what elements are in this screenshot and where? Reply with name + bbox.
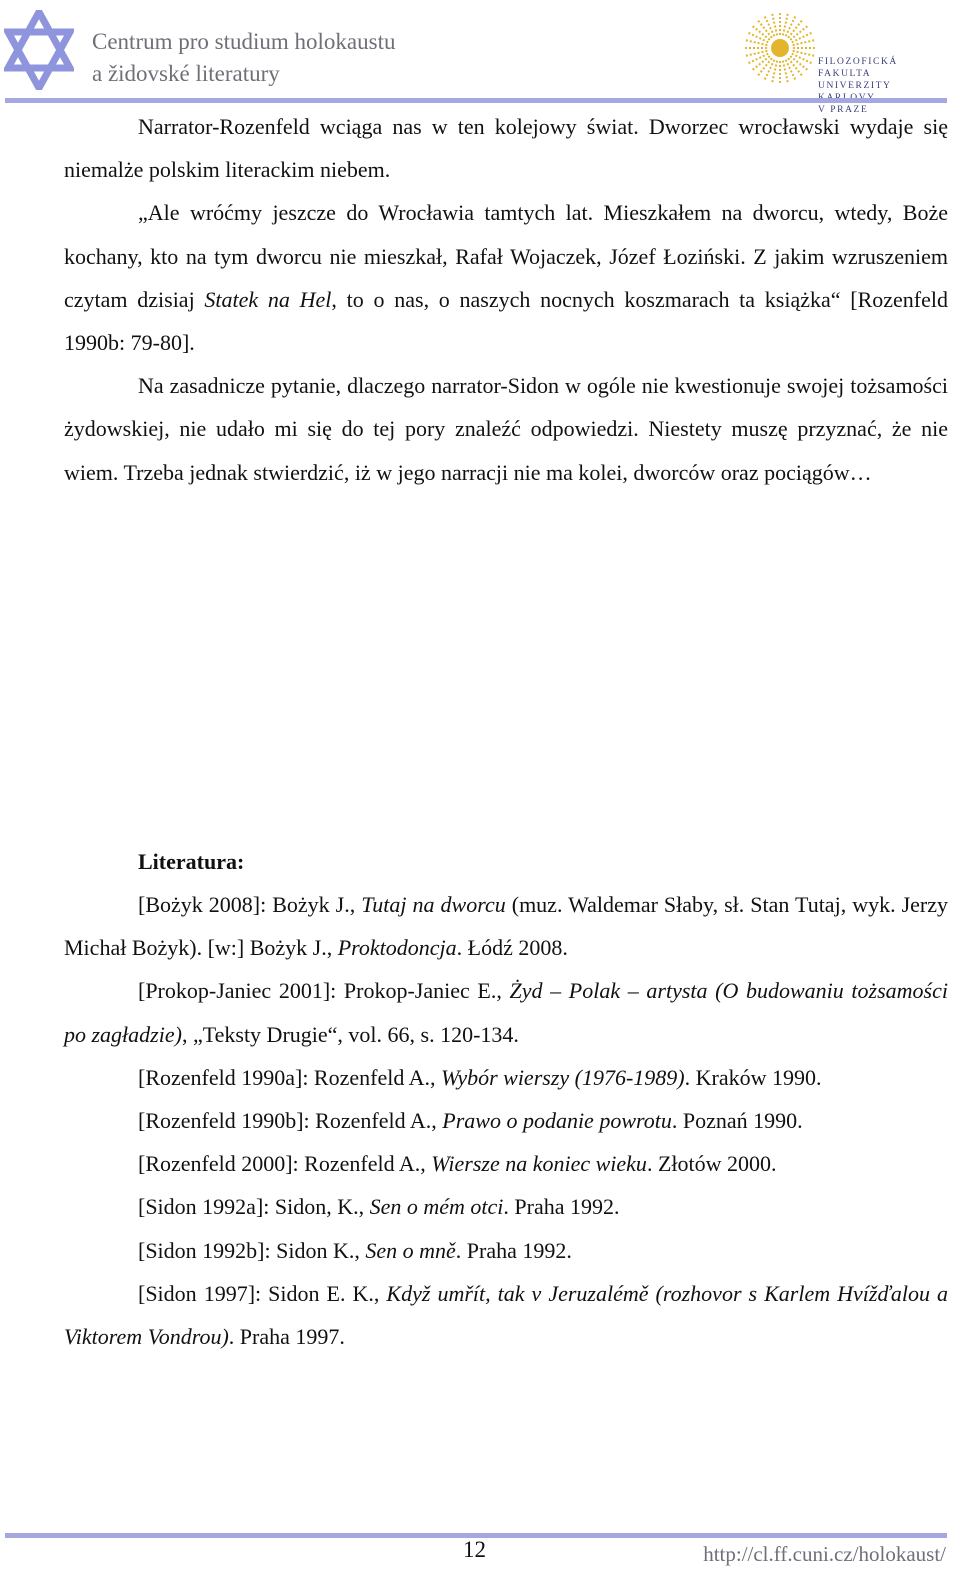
footer-url: http://cl.ff.cuni.cz/holokaust/ (703, 1542, 946, 1566)
reference-2 (64, 969, 948, 1055)
faculty-logo (740, 4, 952, 115)
reference-7 (64, 1229, 948, 1272)
reference-text: [Sidon 1992b]: Sidon K., (138, 1237, 366, 1263)
reference-text: [Sidon 1997]: Sidon E. K., (138, 1280, 387, 1306)
reference-1 (64, 883, 948, 969)
reference-text: [Rozenfeld 1990b]: Rozenfeld A., (138, 1108, 443, 1134)
reference-8 (64, 1272, 948, 1358)
logo-line-2: UNIVERZITY (818, 81, 892, 91)
literature-heading: Literatura: (138, 848, 245, 874)
reference-5 (64, 1142, 948, 1185)
reference-text: [Rozenfeld 2000]: Rozenfeld A., (138, 1151, 432, 1177)
reference-text: (muz. Waldemar Słaby, sł. Stan Tutaj, wyk. Jerzy Michał Bożyk). [w:] Bożyk J., (64, 892, 949, 961)
reference-text: [Bożyk 2008]: Bożyk J., (138, 892, 362, 918)
reference-text: , „Teksty Drugie“, vol. 66, s. 120-134. (181, 1021, 519, 1047)
reference-title: Tutaj na dworcu (361, 892, 506, 918)
page-header (0, 0, 960, 115)
reference-text: [Rozenfeld 1990a]: Rozenfeld A., (138, 1064, 442, 1090)
paragraph-3: Na zasadnicze pytanie, dlaczego narrator-Sidon w ogóle nie kwestionuje swojej tożsamości żydowskiej, nie udało mi się do tej pory znaleźć odpowiedzi. Niestety muszę przyznać, że nie wiem. Trzeba jednak stwierdzić, iż w jego narracji nie ma kolei, dworców oraz pociągów… (64, 373, 948, 485)
reference-text: . Kraków 1990. (684, 1064, 822, 1090)
page-content (64, 105, 948, 1358)
institution-line-1: Centrum pro studium holokaustu (92, 29, 396, 54)
paragraph-2 (64, 191, 948, 364)
reference-title: Wiersze na koniec wieku (431, 1151, 647, 1177)
reference-text: . Złotów 2000. (646, 1151, 777, 1177)
paragraph-2-text-a: „Ale wróćmy jeszcze do Wrocławia tamtych lat. Mieszkałem na dworcu, wtedy, Boże kochany, kto na tym dworcu nie mieszkał, Rafał Wojaczek, Józef Łoziński. Z jakim wzruszeniem czytam dzisiaj (64, 200, 948, 312)
reference-text: . Praha 1997. (228, 1324, 345, 1350)
institution-name (92, 26, 395, 90)
reference-text: . Praha 1992. (455, 1237, 572, 1263)
reference-title: Prawo o podanie powrotu (442, 1108, 672, 1134)
paragraph-2-text-c: , to o nas, o naszych nocnych koszmarach ta książka“ [Rozenfeld 1990b: 79-80]. (64, 286, 948, 356)
reference-title: Proktodoncja (337, 935, 457, 961)
blank-space (64, 494, 948, 840)
logo-line-3: V PRAZE (818, 105, 869, 115)
reference-text: . Poznań 1990. (671, 1108, 803, 1134)
reference-title: Sen o mně (365, 1237, 456, 1263)
reference-text: [Sidon 1992a]: Sidon, K., (138, 1194, 370, 1220)
reference-3 (64, 1056, 948, 1099)
header-divider (5, 98, 947, 103)
reference-title: Wybór wierszy (1976-1989) (441, 1064, 685, 1090)
star-of-david-icon (4, 10, 74, 90)
institution-line-2: a židovské literatury (92, 61, 280, 86)
reference-text: [Prokop-Janiec 2001]: Prokop-Janiec E., (138, 978, 510, 1004)
book-title-statek-na-hel: Statek na Hel (204, 286, 332, 312)
logo-line-1: FILOZOFICKÁ FAKULTA (818, 57, 898, 79)
reference-title: Když umřít, tak v Jeruzalémě (rozhovor s Karlem Hvížďalou a Viktorem Vondrou) (64, 1280, 948, 1350)
reference-text: . Praha 1992. (503, 1194, 620, 1220)
reference-4 (64, 1099, 948, 1142)
reference-6 (64, 1185, 948, 1228)
reference-title: Żyd – Polak – artysta (O budowaniu tożsamości po zagładzie) (64, 978, 948, 1047)
reference-text: . Łódź 2008. (456, 935, 568, 961)
sun-emblem-icon (740, 4, 820, 92)
reference-title: Sen o mém otci (369, 1194, 504, 1220)
paragraph-1: Narrator-Rozenfeld wciąga nas w ten kolejowy świat. Dworzec wrocławski wydaje się niemalże polskim literackim niebem. (64, 114, 948, 183)
page-number: 12 (463, 1537, 486, 1562)
